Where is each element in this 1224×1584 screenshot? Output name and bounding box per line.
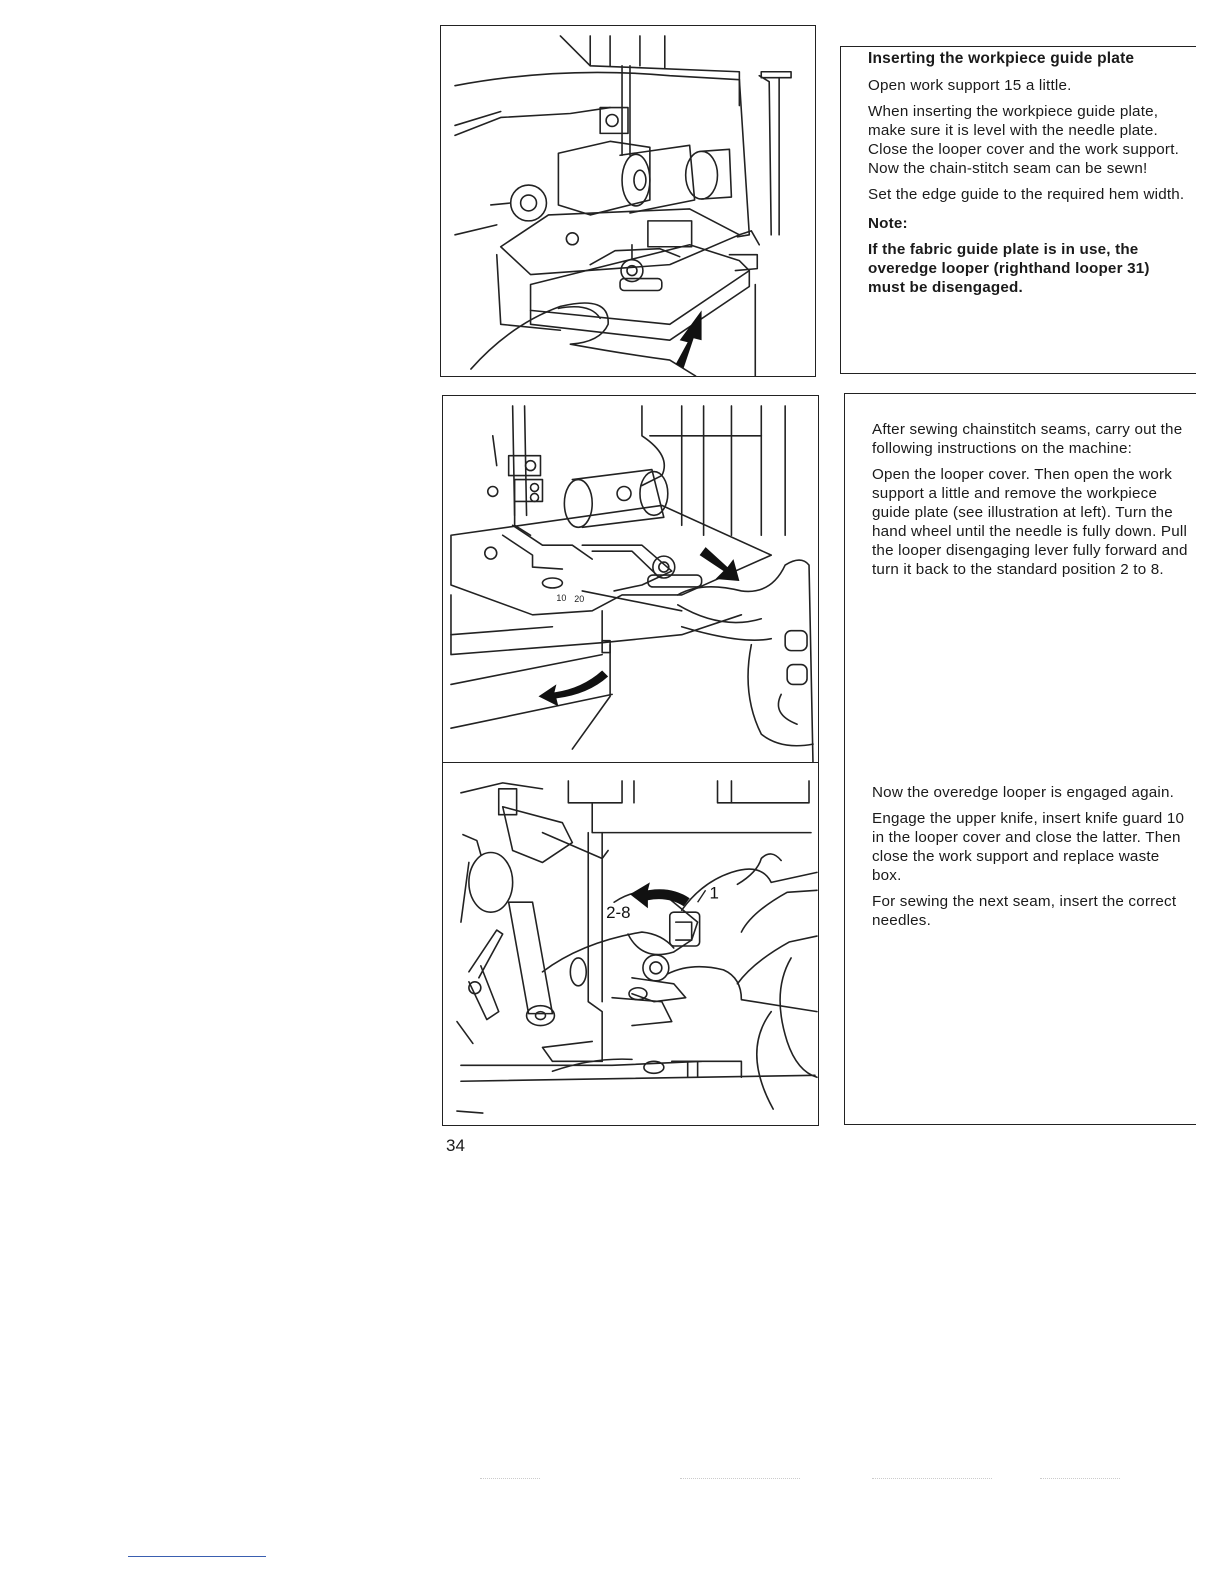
paragraph: Set the edge guide to the required hem width.	[868, 186, 1185, 203]
text-panel-inserting-guide-plate	[840, 46, 1196, 374]
illustration-looper-lever	[442, 762, 819, 1126]
paragraph: Now the overedge looper is engaged again.	[872, 784, 1175, 801]
scan-artifact-line	[680, 1478, 800, 1479]
lever-position-range: 2-8	[606, 903, 631, 923]
paragraph: When inserting the workpiece guide plate, make sure it is level with the needle plate. Close the looper cover and the work support. Now the chain-stitch seam can be sewn!	[868, 103, 1180, 177]
panel-bottom-border	[844, 1124, 1196, 1125]
scale-mark-b: 20	[574, 593, 585, 604]
paragraph: After sewing chainstitch seams, carry out the following instructions on the machine:	[872, 421, 1183, 457]
panel-bottom-border	[840, 373, 1196, 374]
footer-rule	[128, 1556, 266, 1557]
note-label: Note:	[868, 215, 908, 232]
panel-left-border	[840, 46, 841, 374]
scan-artifact-line	[480, 1478, 540, 1479]
paragraph: Open the looper cover. Then open the work support a little and remove the workpiece guide plate (see illustration at left). Turn the hand wheel until the needle is fully down. Pull the looper disengaging lever fully forward and turn it back to the standard position 2 to 8.	[872, 466, 1188, 578]
scan-artifact-line	[872, 1478, 992, 1479]
panel-top-border	[840, 46, 1196, 47]
panel-left-border	[844, 393, 845, 1125]
section-heading: Inserting the workpiece guide plate	[868, 50, 1135, 67]
paragraph: For sewing the next seam, insert the correct needles.	[872, 893, 1177, 929]
illustration-looper-lever-drawing	[443, 763, 818, 1125]
scan-artifact-line	[1040, 1478, 1120, 1479]
paragraph: Open work support 15 a little.	[868, 77, 1072, 94]
illustration-remove-guide-plate	[442, 395, 819, 765]
panel-top-border	[844, 393, 1196, 394]
text-panel-after-chainstitch	[844, 393, 1196, 1125]
illustration-remove-guide-plate-drawing	[443, 396, 818, 764]
scale-mark-a: 10	[556, 592, 567, 603]
illustration-insert-guide-plate-drawing	[441, 26, 815, 376]
paragraph: Engage the upper knife, insert knife guard 10 in the looper cover and close the latter. Then close the work support and replace waste box.	[872, 810, 1185, 884]
note-text: If the fabric guide plate is in use, the overedge looper (righthand looper 31) must be disengaged.	[868, 241, 1150, 296]
lever-position-one: 1	[709, 883, 719, 903]
page-number: 34	[446, 1136, 465, 1155]
illustration-insert-guide-plate	[440, 25, 816, 377]
